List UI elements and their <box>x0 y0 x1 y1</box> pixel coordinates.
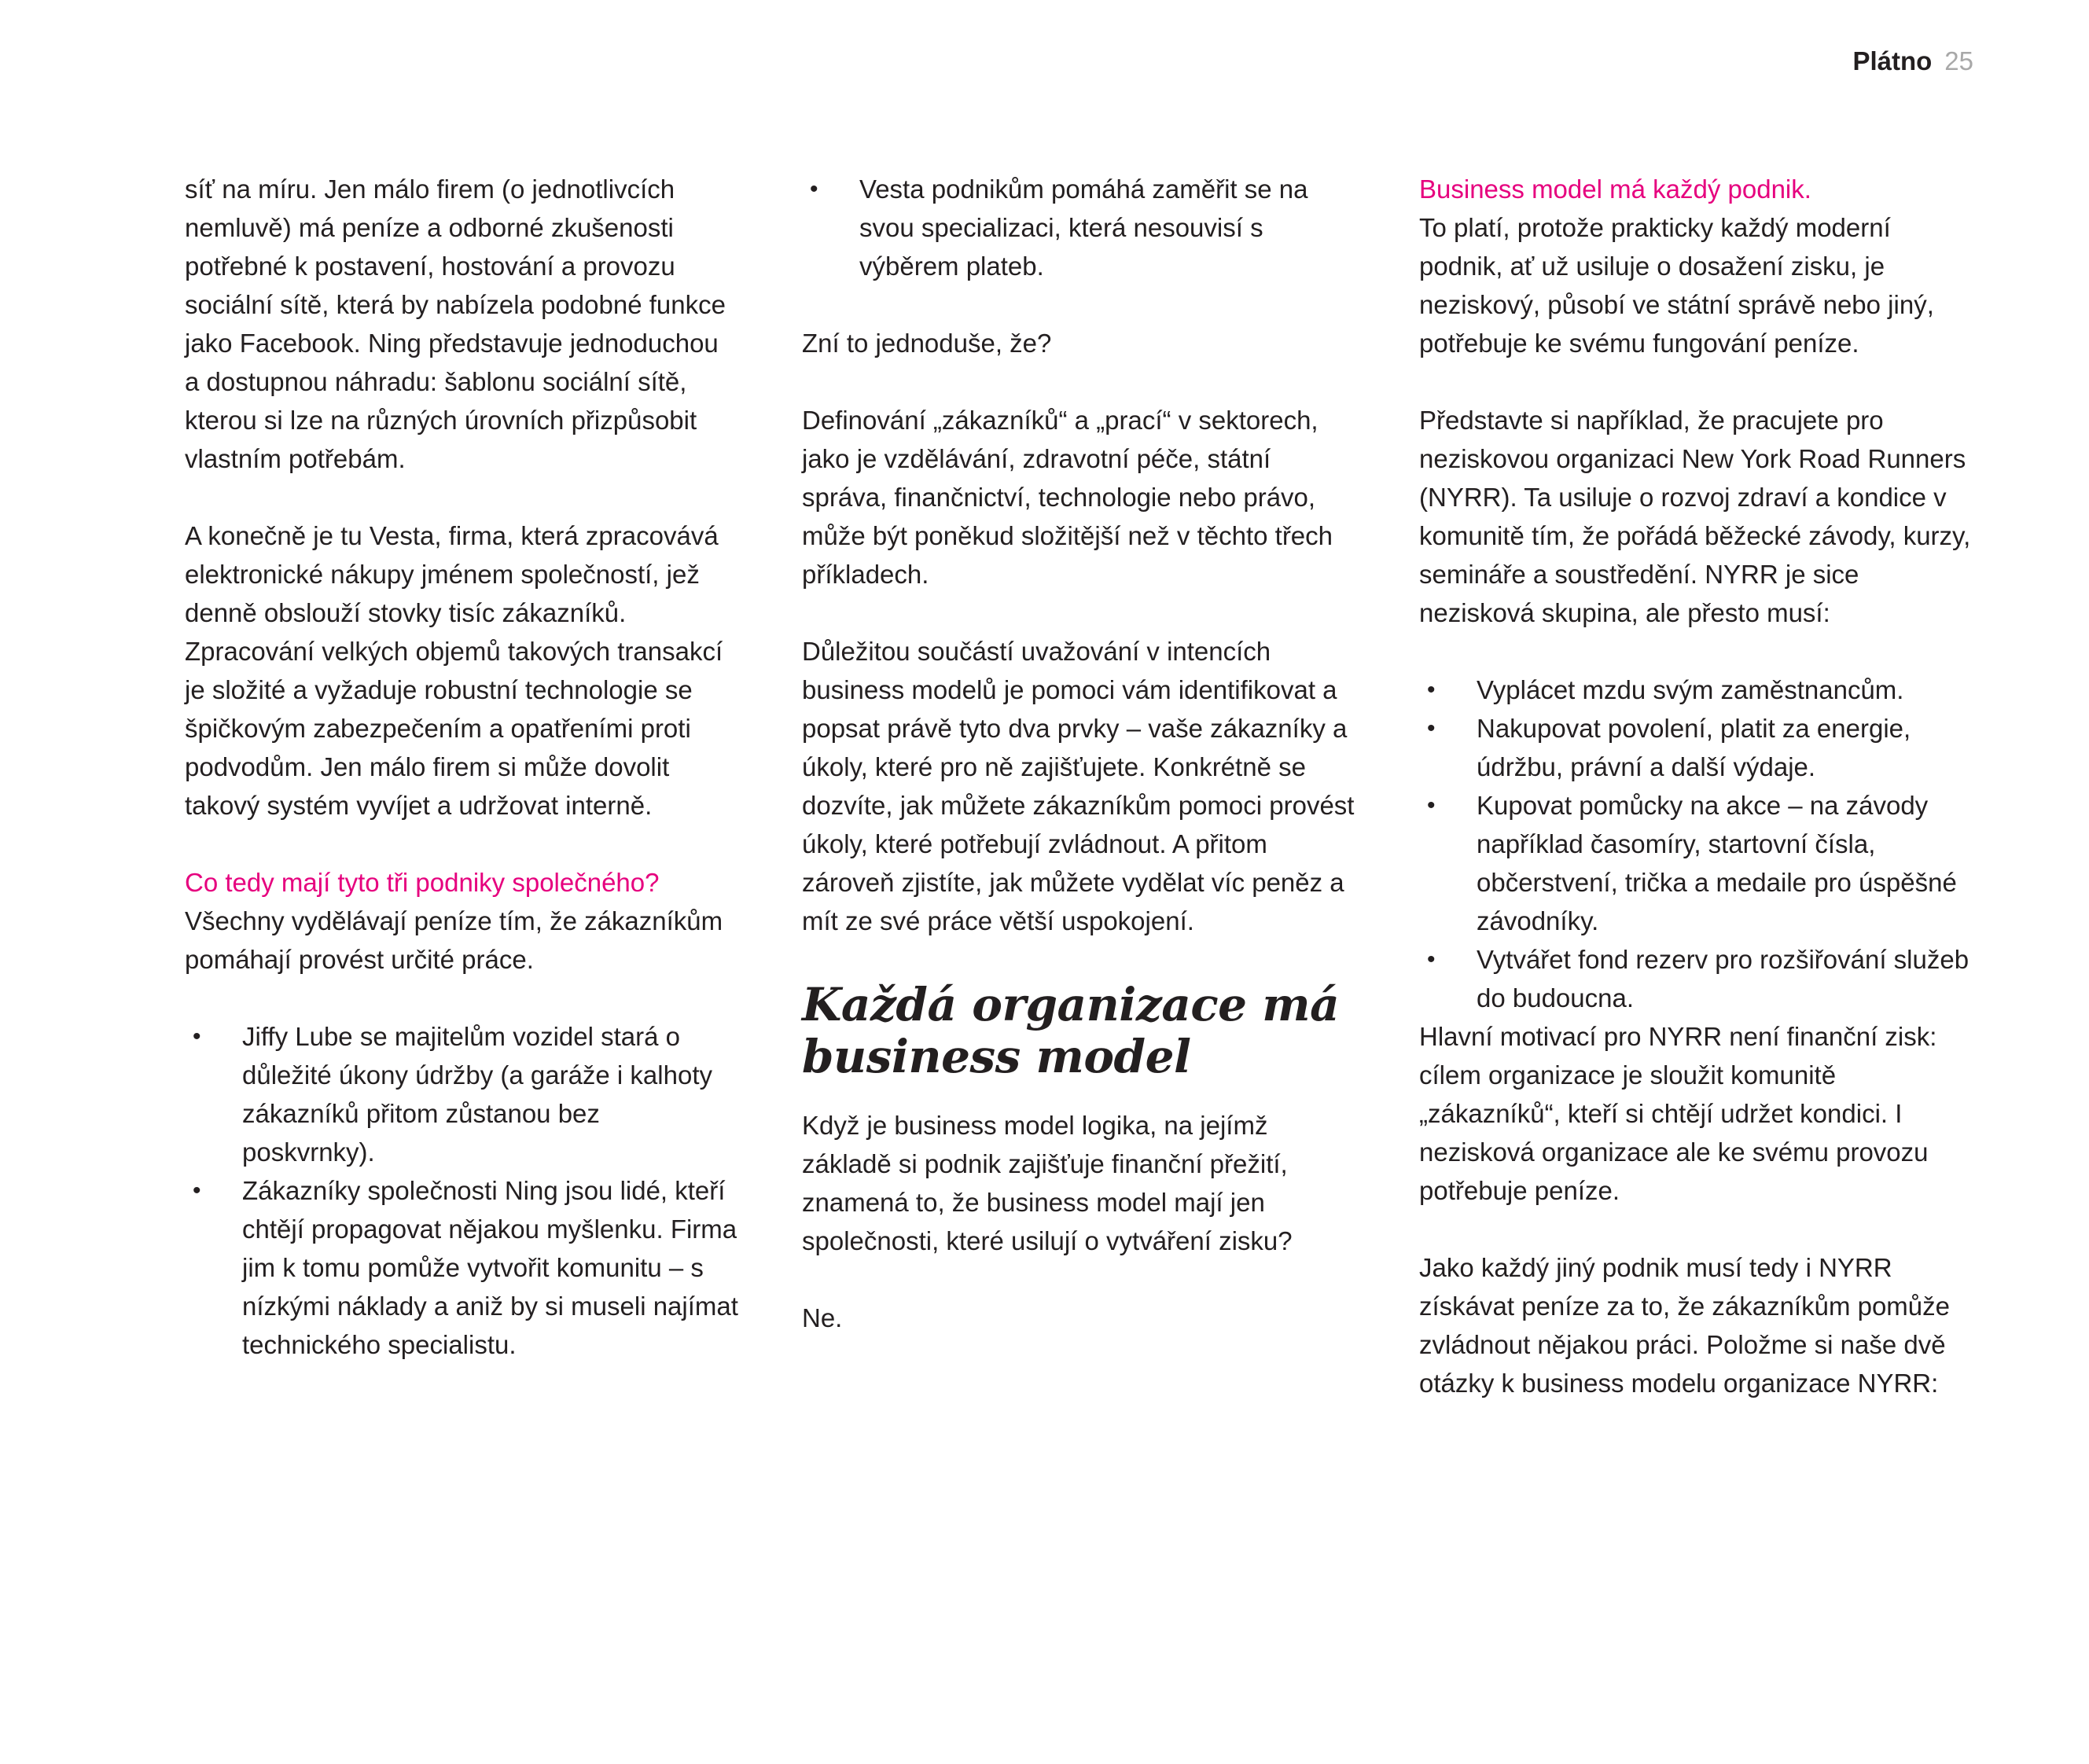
paragraph: Důležitou součástí uvažování v intencích business modelů je pomoci vám identifikovat a popsat právě tyto dva prvky – vaše zákazníky a úkoly, které pro ně zajišťujete. Konkrétně se dozvíte, jak můžete zákazníkům pomoci provést úkoly, které potřebují zvládnout. A přitom zároveň zjistíte, jak můžete vydělat víc peněz a mít ze své práce větší uspokojení. <box>802 637 1355 935</box>
column-1 <box>185 170 739 1441</box>
paragraph: Představte si například, že pracujete pro neziskovou organizaci New York Road Runners (NYRR). Ta usiluje o rozvoj zdraví a kondice v komunitě tím, že pořádá běžecké závody, kurzy, semináře a soustředění. NYRR je sice nezisková skupina, ale přesto musí: <box>1419 406 1971 627</box>
list-item: • Vytvářet fond rezerv pro rozšiřování služeb do budoucna. <box>1419 940 1973 1017</box>
inline-heading: Business model má každý podnik. <box>1419 175 1811 204</box>
inline-heading: Co tedy mají tyto tři podniky společného? <box>185 868 660 897</box>
list-item: • Vesta podnikům pomáhá zaměřit se na svou specializaci, která nesouvisí s výběrem plateb. <box>802 170 1356 285</box>
paragraph: Ne. <box>802 1303 843 1332</box>
column-3 <box>1419 170 1973 1441</box>
paragraph: A konečně je tu Vesta, firma, která zpracovává elektronické nákupy jménem společností, jež denně obslouží stovky tisíc zákazníků. Zpracování velkých objemů takových transakcí je složité a vyžaduje robustní technologie se špičkovým zabezpečením a opatřeními proti podvodům. Jen málo firem si může dovolit takový systém vyvíjet a udržovat interně. <box>185 521 723 820</box>
paragraph: Hlavní motivací pro NYRR není finanční zisk: cílem organizace je sloužit komunitě „zákazníků“, kteří si chtějí udržet kondici. I nezisková organizace ale ke svému provozu potřebuje peníze. <box>1419 1022 1937 1205</box>
running-header-title: Plátno <box>1852 46 1933 75</box>
bullet-list <box>1419 671 1973 1017</box>
list-item: • Jiffy Lube se majitelům vozidel stará o důležité úkony údržby (a garáže i kalhoty zákazníků přitom zůstanou bez poskvrnky). <box>185 1017 739 1171</box>
page-header <box>185 46 1973 77</box>
list-item: • Kupovat pomůcky na akce – na závody například časomíry, startovní čísla, občerstvení, trička a medaile pro úspěšné závodníky. <box>1419 786 1973 940</box>
paragraph: Jako každý jiný podnik musí tedy i NYRR získávat peníze za to, že zákazníkům pomůže zvládnout nějakou práci. Položme si naše dvě otázky k business modelu organizace NYRR: <box>1419 1253 1951 1398</box>
section-heading: Každá organizace má business model <box>802 978 1340 1083</box>
bullet-list <box>185 1017 739 1364</box>
paragraph: Všechny vydělávají peníze tím, že zákazníkům pomáhají provést určité práce. <box>185 906 723 974</box>
paragraph: síť na míru. Jen málo firem (o jednotlivcích nemluvě) má peníze a odborné zkušenosti potřebné k postavení, hostování a provozu sociální sítě, která by nabízela podobné funkce jako Facebook. Ning představuje jednoduchou a dostupnou náhradu: šablonu sociální sítě, kterou si lze na různých úrovních přizpůsobit vlastním potřebám. <box>185 175 726 473</box>
page-number: 25 <box>1944 46 1973 75</box>
list-item: • Zákazníky společnosti Ning jsou lidé, kteří chtějí propagovat nějakou myšlenku. Firma jim k tomu pomůže vytvořit komunitu – s nízkými náklady a aniž by si museli najímat technického specialistu. <box>185 1171 739 1364</box>
paragraph: Když je business model logika, na jejímž základě si podnik zajišťuje finanční přežití, znamená to, že business model mají jen společnosti, které usilují o vytváření zisku? <box>802 1111 1293 1255</box>
paragraph: Zní to jednoduše, že? <box>802 329 1052 358</box>
text-columns <box>185 170 1973 1441</box>
bullet-list <box>802 170 1356 285</box>
list-item: • Nakupovat povolení, platit za energie, údržbu, právní a další výdaje. <box>1419 709 1973 786</box>
paragraph: To platí, protože prakticky každý moderní podnik, ať už usiluje o dosažení zisku, je neziskový, působí ve státní správě nebo jiný, potřebuje ke svému fungování peníze. <box>1419 213 1934 358</box>
column-2 <box>802 170 1356 1441</box>
paragraph: Definování „zákazníků“ a „prací“ v sektorech, jako je vzdělávání, zdravotní péče, státní správa, finančnictví, technologie nebo právo, může být poněkud složitější než v těchto třech příkladech. <box>802 406 1333 589</box>
list-item: • Vyplácet mzdu svým zaměstnancům. <box>1419 671 1973 709</box>
